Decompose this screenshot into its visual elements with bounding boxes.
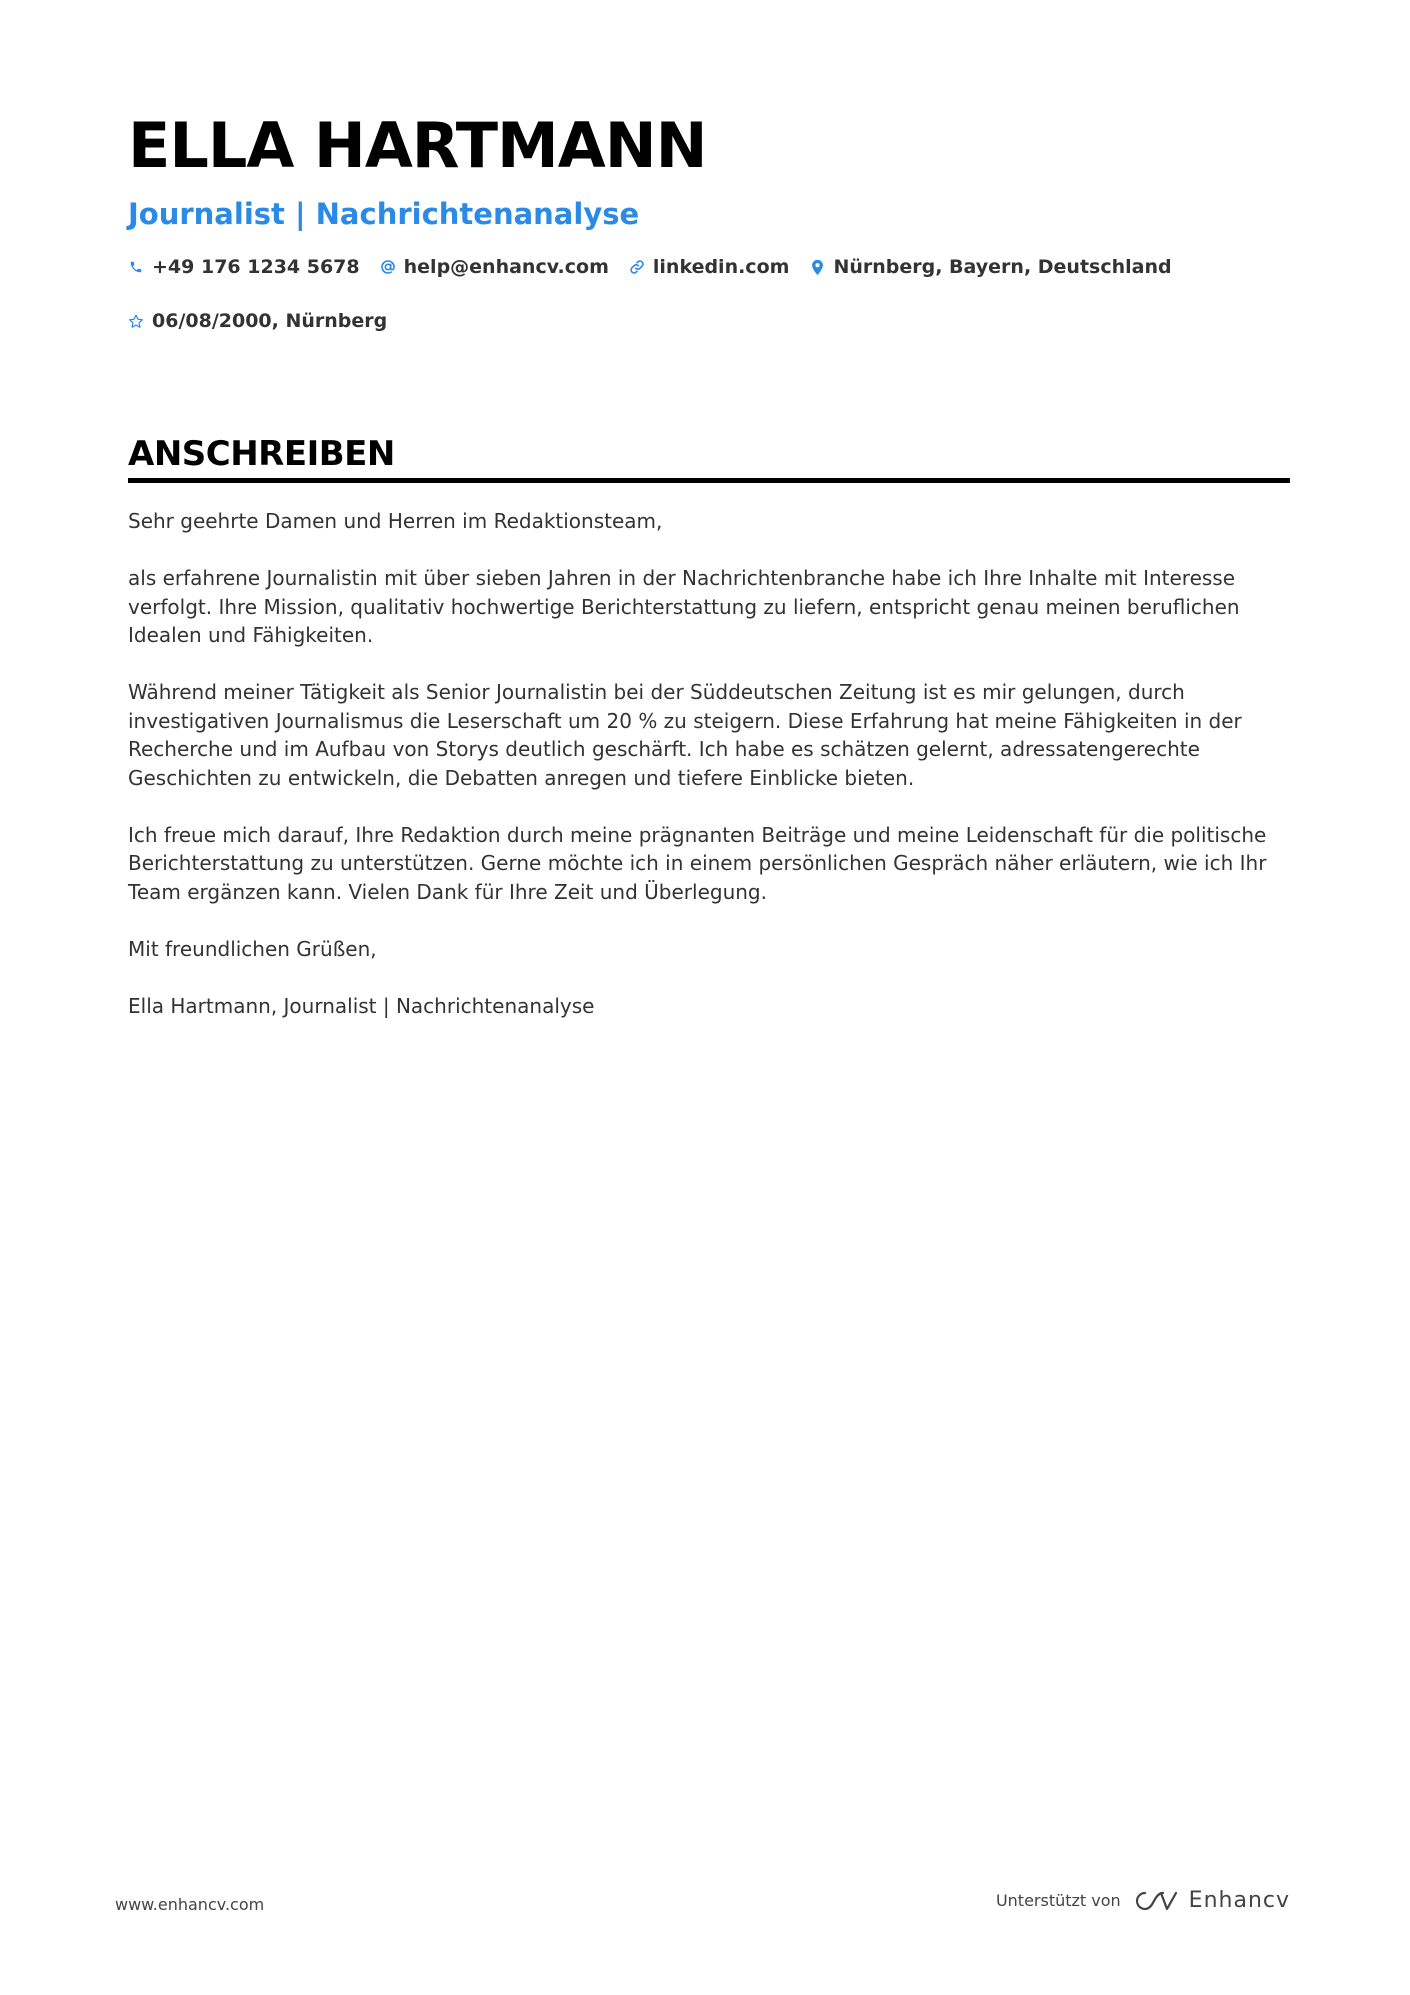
- letter-salutation: Sehr geehrte Damen und Herren im Redaktionsteam,: [128, 509, 663, 533]
- contact-phone: [128, 254, 360, 280]
- section-title: ANSCHREIBEN: [128, 434, 395, 474]
- letter-paragraph: Während meiner Tätigkeit als Senior Journalistin bei der Süddeutschen Zeitung ist es mir gelungen, durch investigativen Journalismus die Leserschaft um 20 % zu steigern. Diese Erfahrung hat meine Fähigkeiten in der Recherche und im Aufbau von Storys deutlich geschärft. Ich habe es schätzen gelernt, adressatengerechte Geschichten zu entwickeln, die Debatten anregen und tiefere Einblicke bieten.: [128, 680, 1242, 790]
- star-icon: [128, 312, 144, 330]
- phone-icon: [128, 258, 144, 276]
- contact-linkedin[interactable]: [629, 254, 790, 280]
- contact-linkedin-text: linkedin.com: [652, 256, 790, 278]
- letter-paragraph: als erfahrene Journalistin mit über sieben Jahren in der Nachrichtenbranche habe ich Ihre Inhalte mit Interesse verfolgt. Ihre Mission, qualitativ hochwertige Berichterstattung zu liefern, entspricht genau meinen beruflichen Idealen und Fähigkeiten.: [128, 566, 1240, 647]
- footer-website[interactable]: www.enhancv.com: [115, 1895, 265, 1914]
- contact-birth-text: 06/08/2000, Nürnberg: [152, 310, 388, 332]
- contact-email-text: help@enhancv.com: [403, 256, 609, 278]
- contact-location-text: Nürnberg, Bayern, Deutschland: [833, 256, 1172, 278]
- letter-paragraph: Ich freue mich darauf, Ihre Redaktion durch meine prägnanten Beiträge und meine Leidenschaft für die politische Berichterstattung zu unterstützen. Gerne möchte ich in einem persönlichen Gespräch näher erläutern, wie ich Ihr Team ergänzen kann. Vielen Dank für Ihre Zeit und Überlegung.: [128, 822, 1267, 904]
- letter-closing: Mit freundlichen Grüßen,: [128, 936, 377, 961]
- link-icon: [629, 258, 645, 276]
- footer-powered-by[interactable]: [996, 1888, 1290, 1913]
- location-pin-icon: [809, 258, 825, 276]
- letter-signature: Ella Hartmann, Journalist | Nachrichtenanalyse: [128, 993, 595, 1018]
- enhancv-brand: Enhancv: [1188, 1888, 1290, 1913]
- powered-by-label: Unterstützt von: [995, 1891, 1121, 1910]
- letter-body: [128, 507, 1290, 1020]
- candidate-name: ELLA HARTMANN: [128, 109, 707, 182]
- contact-email[interactable]: [380, 254, 609, 280]
- contact-location: [809, 254, 1171, 280]
- at-icon: [380, 258, 396, 276]
- contact-birth: [128, 308, 387, 334]
- cover-letter-page: [128, 110, 1290, 1049]
- enhancv-logo-icon: [1133, 1889, 1179, 1913]
- section-divider: [128, 478, 1290, 483]
- contact-phone-text: +49 176 1234 5678: [152, 256, 360, 278]
- candidate-role: Journalist | Nachrichtenanalyse: [128, 197, 640, 231]
- contact-list: [128, 254, 1178, 334]
